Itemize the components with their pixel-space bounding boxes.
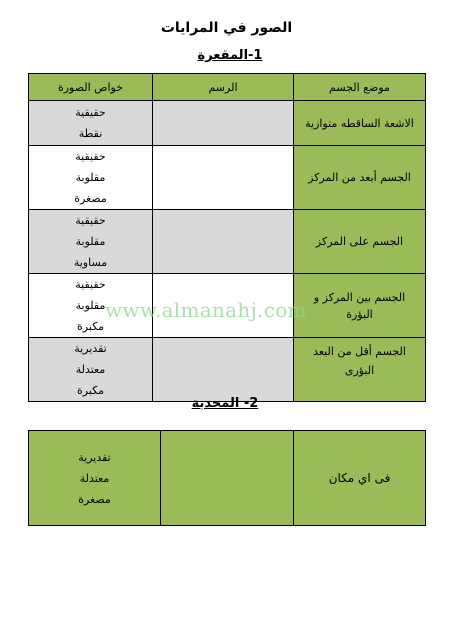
- concave-mirror-table: [28, 73, 426, 402]
- header-object-position: موضع الجسم: [294, 74, 426, 101]
- property-text: حقيقية: [75, 278, 106, 291]
- property-text: معتدلة: [75, 363, 106, 376]
- table-row: [29, 101, 426, 146]
- property-text: مصغرة: [74, 192, 107, 205]
- property-text: معتدلة: [79, 471, 110, 485]
- object-position-cell: فى اي مكان: [294, 431, 426, 526]
- property-text: تقديرية: [74, 342, 107, 355]
- object-position-text: الجسم بين المركز و البؤرة: [313, 290, 406, 321]
- image-properties-cell: [29, 338, 153, 402]
- property-text: مقلوبة: [75, 235, 106, 248]
- table-row: [29, 338, 426, 402]
- table-row: [29, 431, 426, 526]
- table-row: [29, 146, 426, 210]
- property-text: مكبرة: [76, 320, 105, 333]
- object-position-cell: الجسم أبعد من المركز: [294, 146, 426, 210]
- object-position-cell: الجسم على المركز: [294, 210, 426, 274]
- image-properties-cell: [29, 210, 153, 274]
- property-text: مصغرة: [78, 492, 111, 506]
- property-text: حقيقية: [75, 214, 106, 227]
- property-text: مساوية: [73, 256, 108, 269]
- header-image-properties: خواص الصورة: [29, 74, 153, 101]
- property-text: نقطة: [78, 127, 103, 140]
- header-row: [29, 74, 426, 101]
- convex-mirror-table: [28, 430, 426, 526]
- image-properties-cell: [29, 101, 153, 146]
- drawing-cell: [161, 431, 294, 526]
- image-properties-cell: [29, 146, 153, 210]
- watermark: www.almanahj.com: [105, 298, 307, 322]
- drawing-cell: [153, 338, 294, 402]
- table-row: [29, 210, 426, 274]
- drawing-cell: [153, 146, 294, 210]
- image-properties-cell: [29, 431, 161, 526]
- property-text: حقيقية: [75, 106, 106, 119]
- object-position-cell: [294, 338, 426, 402]
- object-position-cell: [294, 274, 426, 338]
- concave-mirror-heading: 1-المقعرة: [197, 48, 263, 63]
- property-text: مقلوبة: [75, 299, 106, 312]
- header-drawing: الرسم: [153, 74, 294, 101]
- property-text: مكبرة: [76, 384, 105, 397]
- page-title: الصور في المرايات: [160, 20, 293, 36]
- property-text: حقيقية: [75, 150, 106, 163]
- drawing-cell: [153, 101, 294, 146]
- convex-mirror-heading: 2- المحدبة: [191, 396, 259, 411]
- object-position-cell: الاشعة الساقطه متوازية: [294, 101, 426, 146]
- property-text: مقلوبة: [75, 171, 106, 184]
- object-position-text: الجسم أقل من البعد البؤرى: [313, 345, 406, 377]
- property-text: تقديرية: [78, 450, 111, 464]
- drawing-cell: [153, 210, 294, 274]
